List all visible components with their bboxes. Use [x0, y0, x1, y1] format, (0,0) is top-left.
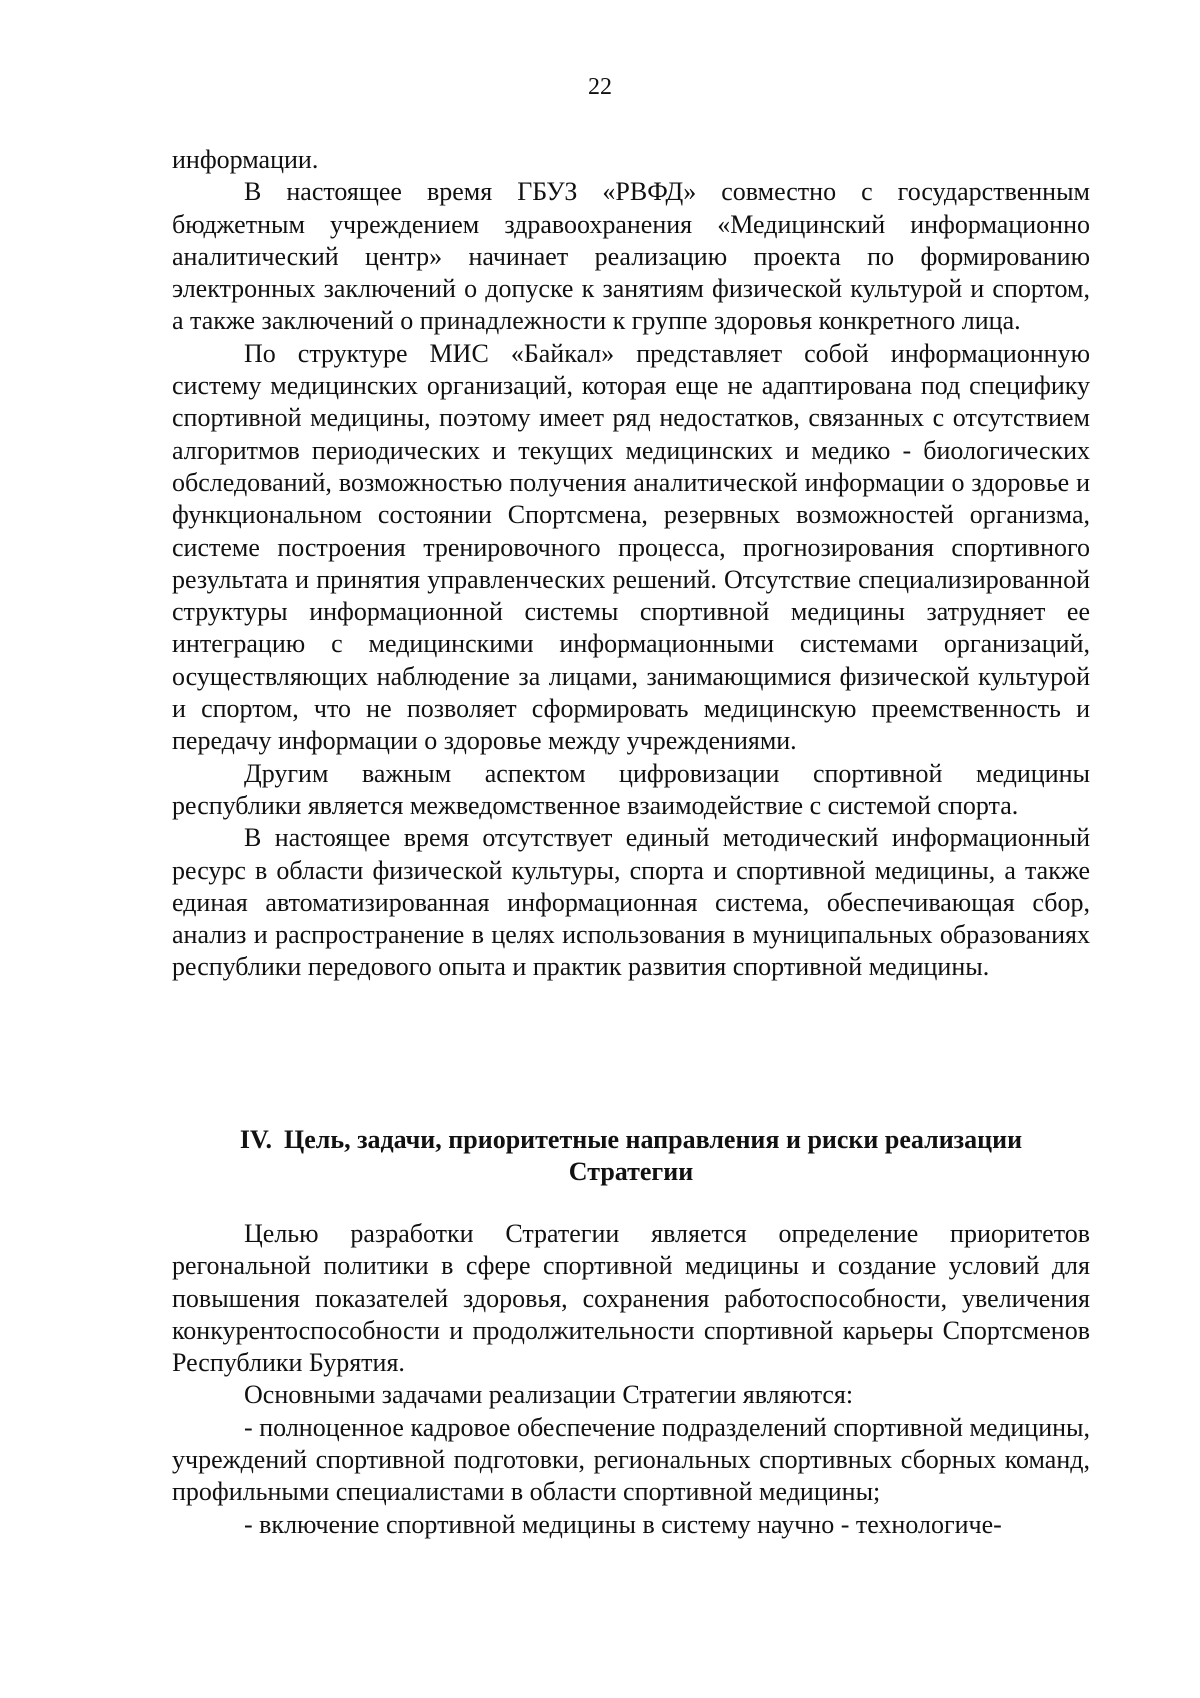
- section-heading-line1: [172, 1124, 1090, 1156]
- section-number: IV.: [239, 1125, 272, 1154]
- paragraph-strategy-goal: Целью разработки Стратегии является определение приоритетов регональной политики в сфере спортивной медицины и создание условий для повышения показателей здоровья, сохранения работоспособности, увеличения конкурентоспособности и продолжительности спортивной карьеры Спортсменов Республики Бурятия.: [172, 1219, 1090, 1378]
- paragraph-gbuz-project: В настоящее время ГБУЗ «РВФД» совместно с государственным бюджетным учреждением здравоохранения «Медицинский информационно аналитический центр» начинает реализацию проекта по формированию электронных заключений о допуске к занятиям физической культурой и спортом, а также заключений о принадлежности к группе здоровья конкретного лица.: [172, 177, 1090, 336]
- section-title-line2: Стратегии: [568, 1157, 694, 1186]
- paragraph-no-resource: В настоящее время отсутствует единый методический информационный ресурс в области физической культуры, спорта и спортивной медицины, а также единая автоматизированная информационная система, обеспечивающая сбор, анализ и распространение в целях использования в муниципальных образованиях республики передового опыта и практик развития спортивной медицины.: [172, 823, 1090, 982]
- page-number: 22: [588, 74, 612, 100]
- body-text-lower: [172, 1218, 1090, 1541]
- paragraph-mis-baikal: По структуре МИС «Байкал» представляет собой информационную систему медицинских организаций, которая еще не адаптирована под специфику спортивной медицины, поэтому имеет ряд недостатков, связанных с отсутствием алгоритмов периодических и текущих медицинских и медико - биологических обследований, возможностью получения аналитической информации о здоровье и функциональном состоянии Спортсмена, резервных возможностей организма, системе построения тренировочного процесса, прогнозирования спортивного результата и принятия управленческих решений. Отсутствие специализированной структуры информационной системы спортивной медицины затрудняет ее интеграцию с медицинскими информационными системами организаций, осуществляющих наблюдение за лицами, занимающимися физической культурой и спортом, что не позволяет сформировать медицинскую преемственность и передачу информации о здоровье между учреждениями.: [172, 338, 1090, 756]
- section-heading: [172, 1124, 1090, 1188]
- section-title-line1: Цель, задачи, приоритетные направления и риски реализации: [283, 1125, 1023, 1154]
- paragraph-interagency: Другим важным аспектом цифровизации спортивной медицины республики является межведомственное взаимодействие с системой спорта.: [172, 758, 1090, 820]
- paragraph-tasks-intro: Основными задачами реализации Стратегии являются:: [244, 1380, 854, 1410]
- list-item-staffing: - полноценное кадровое обеспечение подразделений спортивной медицины, учреждений спортивной подготовки, региональных спортивных сборных команд, профильными специалистами в области спортивной медицины;: [172, 1412, 1090, 1507]
- list-item-science: - включение спортивной медицины в систему научно - технологиче-: [244, 1509, 1002, 1539]
- paragraph-continuation: информации.: [172, 145, 319, 174]
- body-text-upper: [172, 144, 1090, 984]
